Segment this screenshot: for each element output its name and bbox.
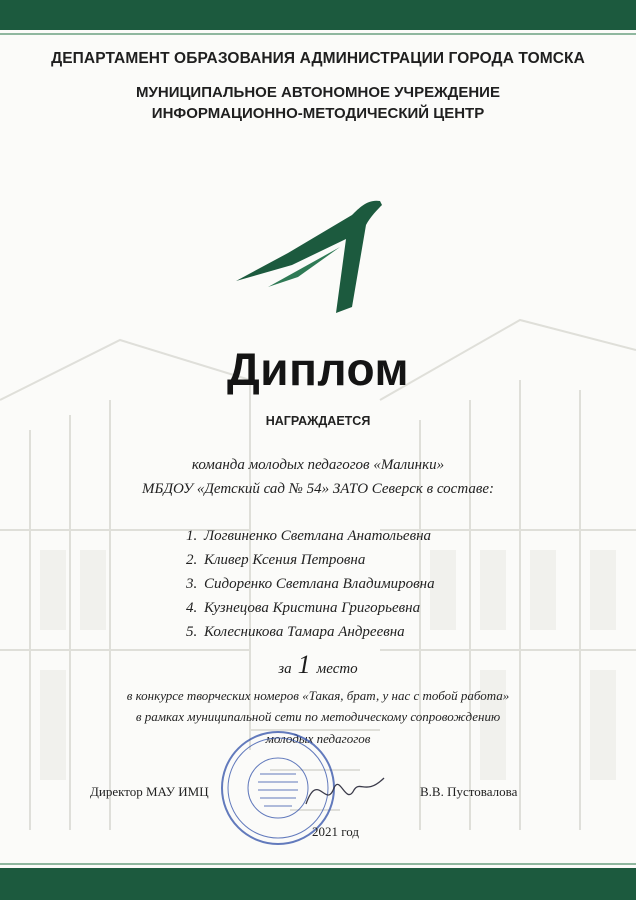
member-item [186, 596, 435, 620]
team-organization: МБДОУ «Детский сад № 54» ЗАТО Северск в составе: [141, 481, 495, 497]
director-name: В.В. Пустовалова [420, 784, 518, 799]
member-number: 3. [186, 576, 198, 592]
member-number: 4. [186, 600, 198, 616]
member-number: 2. [186, 552, 198, 568]
place-number: 1 [297, 650, 311, 679]
team-name: команда молодых педагогов «Малинки» [191, 457, 445, 473]
member-name: Сидоренко Светлана Владимировна [204, 576, 435, 592]
top-decorative-band [0, 0, 636, 30]
member-name: Логвиненко Светлана Анатольевна [204, 528, 432, 544]
bottom-decorative-band [0, 868, 636, 900]
member-number: 5. [186, 624, 198, 640]
member-name: Кливер Ксения Петровна [204, 552, 366, 568]
member-item [186, 524, 435, 548]
member-number: 1. [186, 528, 198, 544]
handwritten-signature [300, 760, 390, 820]
director-label: Директор МАУ ИМЦ [90, 784, 209, 799]
header-institution-name: ИНФОРМАЦИОННО-МЕТОДИЧЕСКИЙ ЦЕНТР [151, 105, 485, 122]
contest-line-2: в рамках муниципальной сети по методическому сопровождению [135, 709, 501, 724]
diploma-title: Диплом [227, 343, 409, 395]
header-department: ДЕПАРТАМЕНТ ОБРАЗОВАНИЯ АДМИНИСТРАЦИИ ГОРОДА ТОМСКА [51, 50, 585, 67]
place-prefix: за [278, 661, 292, 677]
place-award [0, 650, 636, 680]
contest-line-3: молодых педагогов [265, 731, 371, 746]
place-suffix: место [316, 661, 358, 677]
member-item [186, 572, 435, 596]
member-item [186, 548, 435, 572]
awarded-label: НАГРАЖДАЕТСЯ [265, 414, 371, 428]
issue-year: 2021 год [312, 824, 359, 839]
member-item [186, 620, 435, 644]
header-institution-type: МУНИЦИПАЛЬНОЕ АВТОНОМНОЕ УЧРЕЖДЕНИЕ [136, 84, 500, 101]
swallow-logo-icon [228, 195, 388, 325]
members-list [186, 524, 435, 644]
member-name: Кузнецова Кристина Григорьевна [204, 600, 421, 616]
member-name: Колесникова Тамара Андреевна [204, 624, 405, 640]
contest-line-1: в конкурсе творческих номеров «Такая, брат, у нас с тобой работа» [126, 688, 510, 703]
